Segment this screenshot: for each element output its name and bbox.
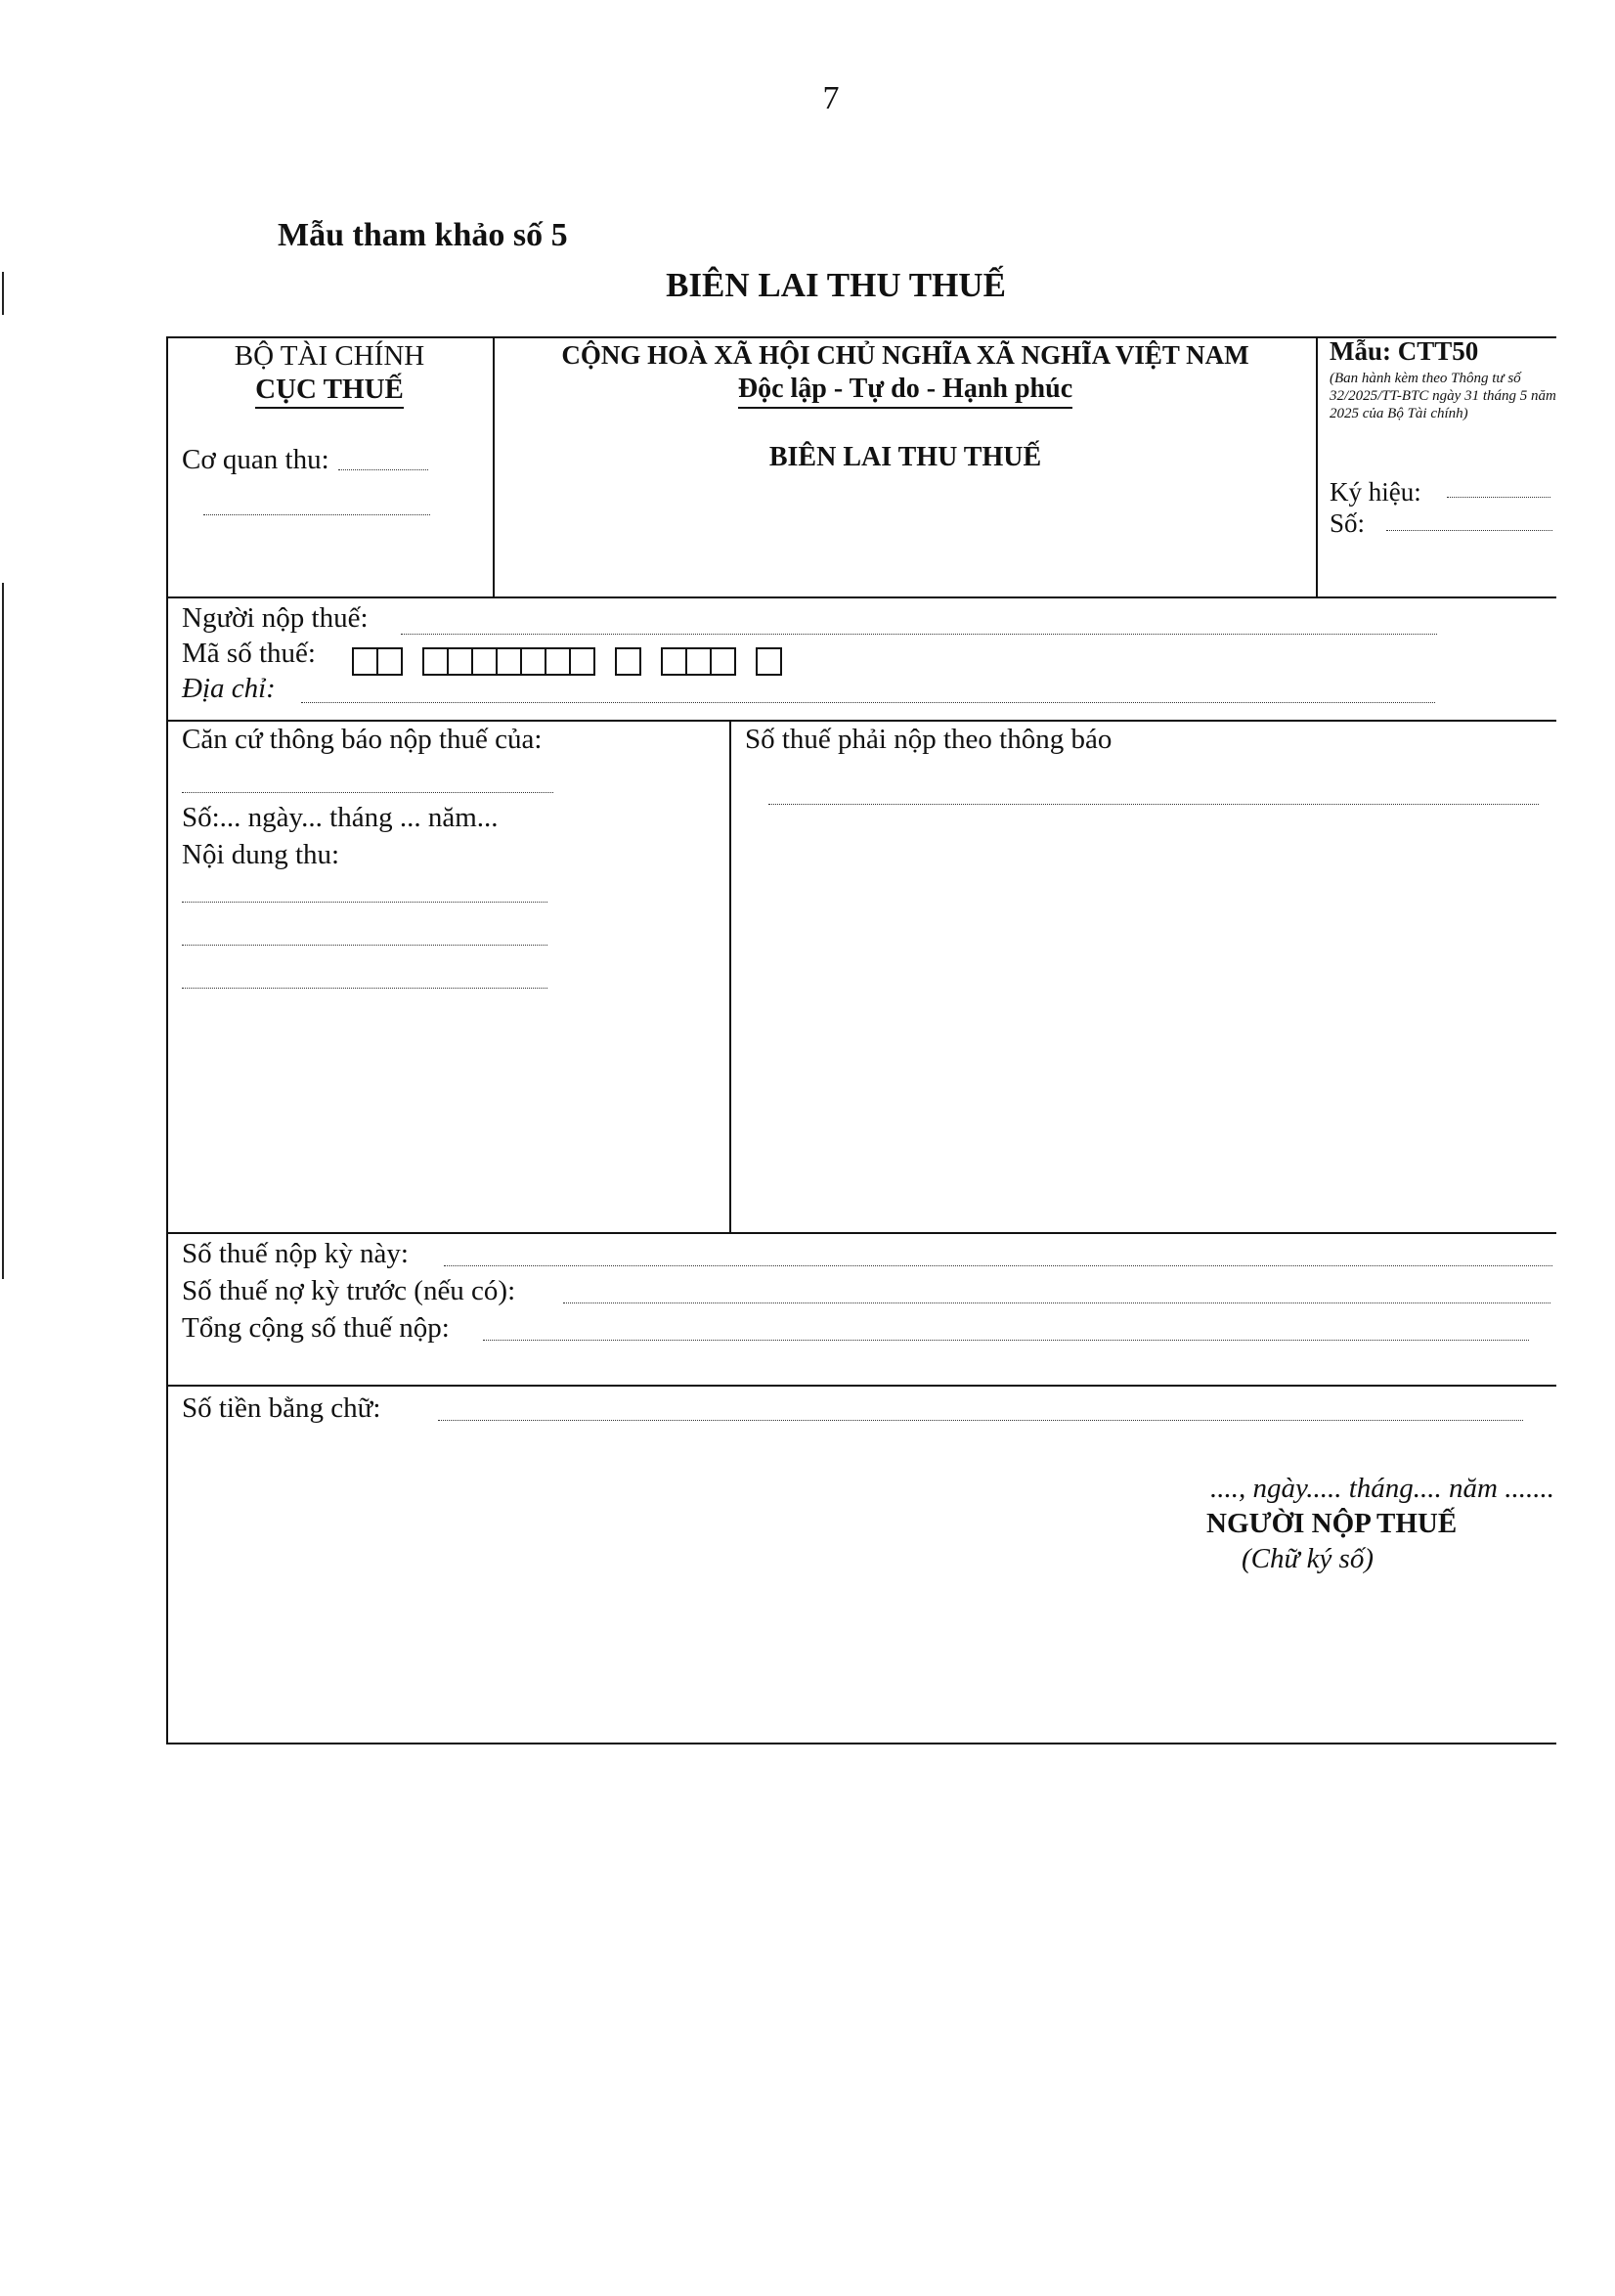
- header-bottom-border: [166, 596, 1556, 598]
- tax-code-digit[interactable]: [661, 647, 687, 676]
- collection-content-label: Nội dung thu:: [182, 839, 340, 870]
- amount-in-words-field[interactable]: [438, 1420, 1523, 1421]
- notice-date-line: Số:... ngày... tháng ... năm...: [182, 802, 499, 833]
- tax-code-digit[interactable]: [520, 647, 546, 676]
- total-field[interactable]: [483, 1340, 1529, 1341]
- symbol-field[interactable]: [1447, 497, 1550, 498]
- document-title: BIÊN LAI THU THUẾ: [666, 266, 1006, 304]
- tax-code-digit[interactable]: [615, 647, 641, 676]
- form-code: Mẫu: CTT50: [1330, 336, 1479, 366]
- tax-code-digit[interactable]: [685, 647, 712, 676]
- tax-code-digit[interactable]: [710, 647, 736, 676]
- tax-code-label: Mã số thuế:: [182, 638, 316, 669]
- tax-code-digit[interactable]: [352, 647, 378, 676]
- tax-code-boxes[interactable]: [352, 647, 780, 676]
- tax-code-digit[interactable]: [496, 647, 522, 676]
- signature-role: NGƯỜI NỘP THUẾ: [1206, 1508, 1458, 1539]
- collection-content-line[interactable]: [182, 902, 547, 903]
- payer-name-field[interactable]: [401, 634, 1437, 635]
- page-number: 7: [822, 80, 840, 116]
- address-field[interactable]: [301, 702, 1435, 703]
- payer-bottom-border: [166, 720, 1556, 722]
- previous-debt-label: Số thuế nợ kỳ trước (nếu có):: [182, 1275, 516, 1306]
- collection-content-line[interactable]: [182, 945, 547, 946]
- this-period-field[interactable]: [444, 1265, 1552, 1266]
- tax-code-digit[interactable]: [545, 647, 571, 676]
- header-divider-right: [1316, 336, 1318, 598]
- amount-in-words-label: Số tiền bằng chữ:: [182, 1392, 381, 1424]
- signature-date: ...., ngày..... tháng.... năm .......: [1209, 1473, 1554, 1504]
- national-motto: Độc lập - Tự do - Hạnh phúc: [495, 374, 1316, 405]
- margin-mark: [2, 583, 4, 1279]
- symbol-label: Ký hiệu:: [1330, 477, 1421, 507]
- collector-field[interactable]: [338, 469, 428, 470]
- number-label: Số:: [1330, 508, 1366, 538]
- receipt-title: BIÊN LAI THU THUẾ: [768, 442, 1042, 472]
- ministry-name: BỘ TÀI CHÍNH: [234, 340, 425, 372]
- form-legal-note: (Ban hành kèm theo Thông tư số 32/2025/TT-BTC ngày 31 tháng 5 năm 2025 của Bộ Tài chính): [1330, 371, 1556, 421]
- this-period-label: Số thuế nộp kỳ này:: [182, 1238, 409, 1269]
- address-label: Địa chỉ:: [182, 673, 276, 704]
- amounts-bottom-border: [166, 1385, 1556, 1387]
- tax-code-digit[interactable]: [376, 647, 403, 676]
- reference-label: Mẫu tham khảo số 5: [278, 217, 568, 253]
- notice-divider: [729, 720, 731, 1232]
- tax-code-digit[interactable]: [447, 647, 473, 676]
- notice-issuer-field[interactable]: [182, 792, 553, 793]
- nation-name: CỘNG HOÀ XÃ HỘI CHỦ NGHĨA XÃ NGHĨA VIỆT NAM: [561, 340, 1249, 370]
- notice-bottom-border: [166, 1232, 1556, 1234]
- tax-code-digit[interactable]: [756, 647, 782, 676]
- tax-code-digit[interactable]: [569, 647, 595, 676]
- notice-amount-field[interactable]: [768, 804, 1539, 805]
- tax-receipt-form: [166, 336, 1556, 1744]
- total-label: Tổng cộng số thuế nộp:: [182, 1312, 450, 1344]
- tax-code-digit[interactable]: [422, 647, 449, 676]
- notice-amount-label: Số thuế phải nộp theo thông báo: [745, 724, 1113, 755]
- signature-note: (Chữ ký số): [1242, 1543, 1375, 1574]
- margin-mark: [2, 272, 4, 315]
- collector-label: Cơ quan thu:: [182, 444, 329, 475]
- form-bottom-border: [166, 1743, 1556, 1744]
- notice-basis-label: Căn cứ thông báo nộp thuế của:: [182, 724, 543, 755]
- payer-name-label: Người nộp thuế:: [182, 602, 369, 634]
- number-field[interactable]: [1386, 530, 1552, 531]
- department-name: CỤC THUẾ: [166, 374, 493, 406]
- collector-field-line-2[interactable]: [203, 514, 430, 515]
- form-left-border: [166, 336, 168, 1744]
- collection-content-line[interactable]: [182, 988, 547, 989]
- tax-code-digit[interactable]: [471, 647, 498, 676]
